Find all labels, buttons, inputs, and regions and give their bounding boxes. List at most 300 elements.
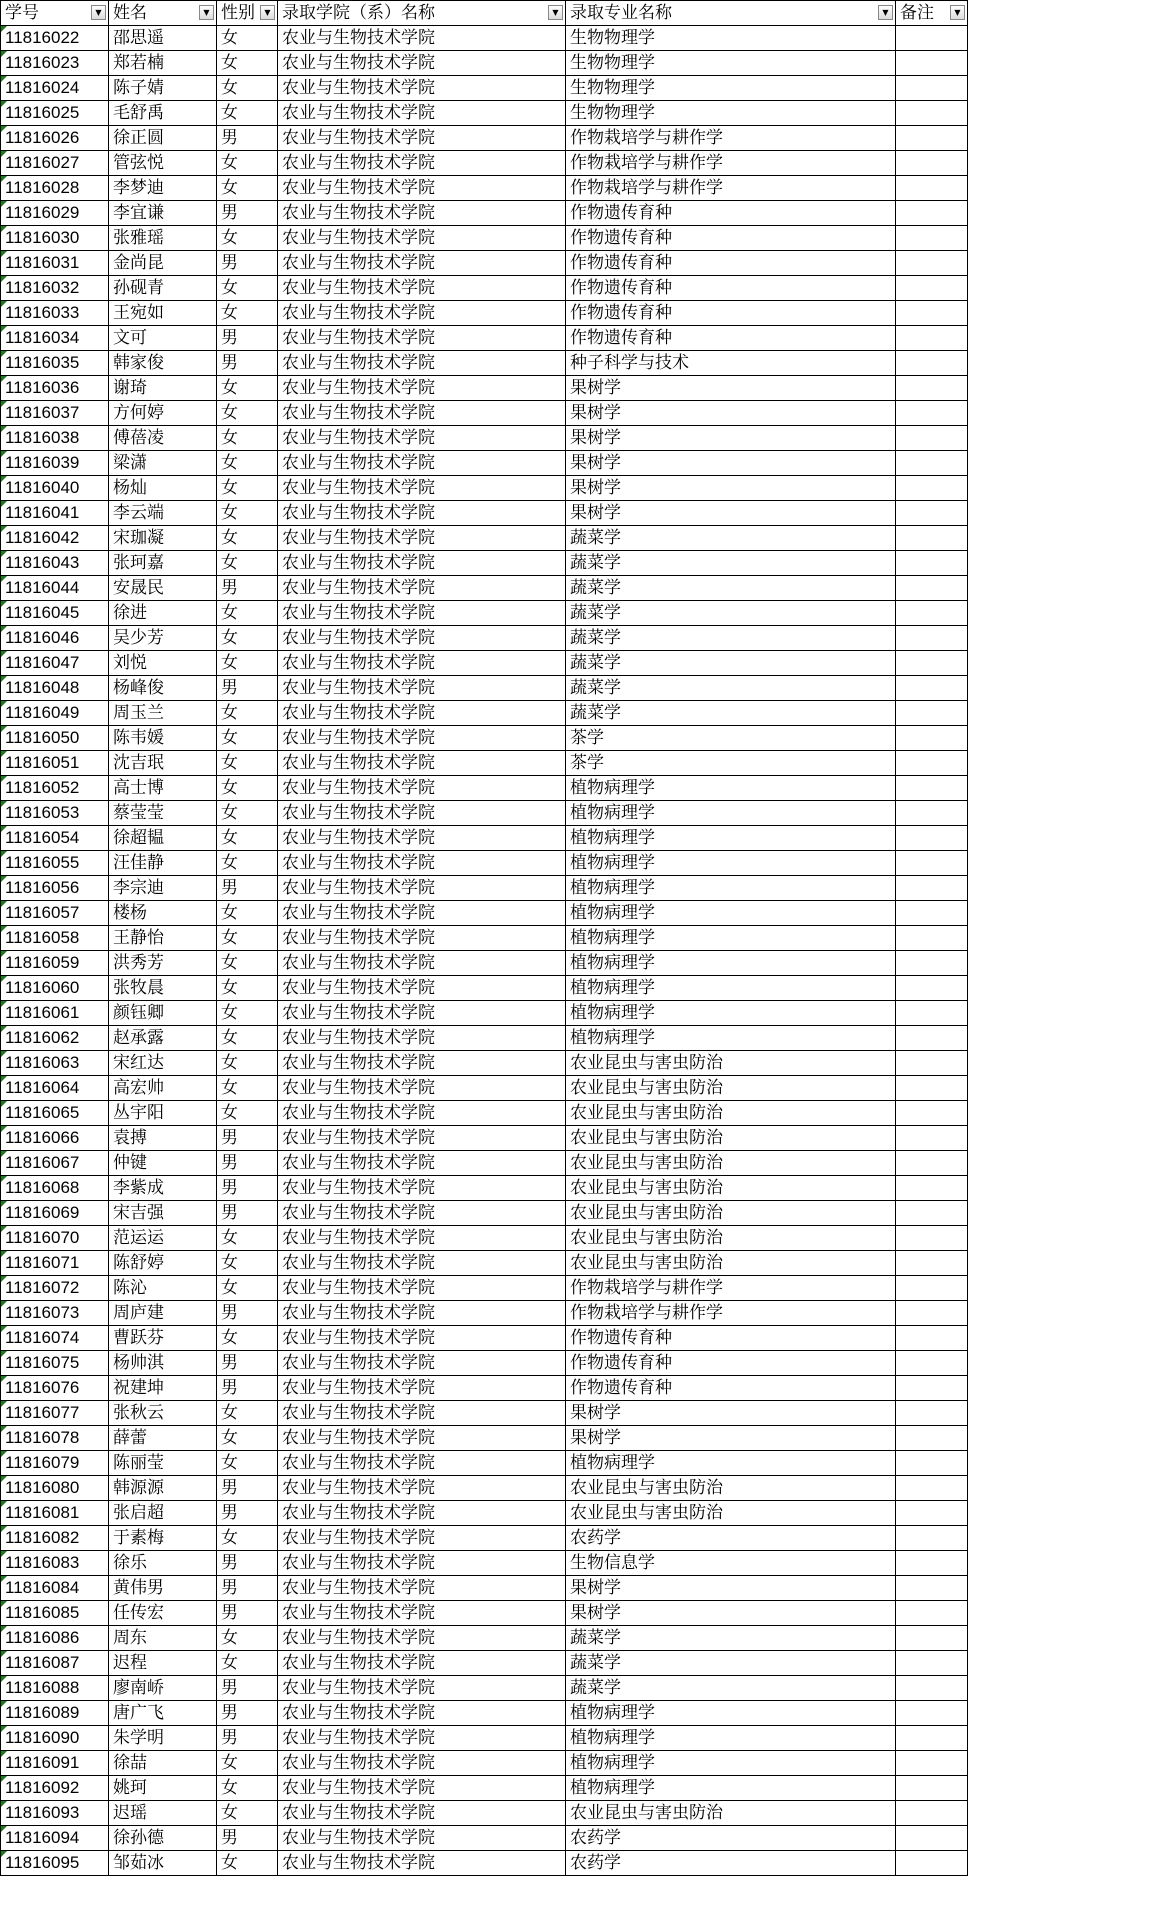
cell-remarks[interactable] — [896, 1151, 968, 1176]
cell-student-id[interactable]: 11816061 — [1, 1001, 109, 1026]
cell-major[interactable]: 植物病理学 — [566, 1726, 896, 1751]
cell-college[interactable]: 农业与生物技术学院 — [278, 1301, 566, 1326]
cell-college[interactable]: 农业与生物技术学院 — [278, 1251, 566, 1276]
cell-gender[interactable]: 男 — [217, 1701, 278, 1726]
cell-remarks[interactable] — [896, 476, 968, 501]
cell-major[interactable]: 生物物理学 — [566, 26, 896, 51]
cell-student-id[interactable]: 11816079 — [1, 1451, 109, 1476]
cell-name[interactable]: 丛宇阳 — [109, 1101, 217, 1126]
cell-gender[interactable]: 女 — [217, 176, 278, 201]
cell-gender[interactable]: 男 — [217, 1126, 278, 1151]
cell-name[interactable]: 朱学明 — [109, 1726, 217, 1751]
cell-major[interactable]: 蔬菜学 — [566, 576, 896, 601]
cell-remarks[interactable] — [896, 1026, 968, 1051]
cell-student-id[interactable]: 11816043 — [1, 551, 109, 576]
cell-name[interactable]: 张雅瑶 — [109, 226, 217, 251]
cell-college[interactable]: 农业与生物技术学院 — [278, 1426, 566, 1451]
cell-major[interactable]: 果树学 — [566, 376, 896, 401]
cell-gender[interactable]: 女 — [217, 1276, 278, 1301]
cell-major[interactable]: 植物病理学 — [566, 1751, 896, 1776]
cell-college[interactable]: 农业与生物技术学院 — [278, 1101, 566, 1126]
cell-remarks[interactable] — [896, 351, 968, 376]
cell-student-id[interactable]: 11816028 — [1, 176, 109, 201]
cell-name[interactable]: 徐孙德 — [109, 1826, 217, 1851]
cell-remarks[interactable] — [896, 1626, 968, 1651]
cell-major[interactable]: 生物物理学 — [566, 101, 896, 126]
cell-college[interactable]: 农业与生物技术学院 — [278, 1751, 566, 1776]
cell-remarks[interactable] — [896, 1126, 968, 1151]
cell-major[interactable]: 植物病理学 — [566, 776, 896, 801]
cell-student-id[interactable]: 11816057 — [1, 901, 109, 926]
cell-remarks[interactable] — [896, 1176, 968, 1201]
cell-college[interactable]: 农业与生物技术学院 — [278, 726, 566, 751]
cell-major[interactable]: 果树学 — [566, 1601, 896, 1626]
cell-remarks[interactable] — [896, 676, 968, 701]
cell-college[interactable]: 农业与生物技术学院 — [278, 1501, 566, 1526]
cell-college[interactable]: 农业与生物技术学院 — [278, 1551, 566, 1576]
cell-major[interactable]: 农药学 — [566, 1826, 896, 1851]
cell-gender[interactable]: 女 — [217, 76, 278, 101]
cell-remarks[interactable] — [896, 1726, 968, 1751]
cell-college[interactable]: 农业与生物技术学院 — [278, 476, 566, 501]
cell-remarks[interactable] — [896, 1351, 968, 1376]
cell-college[interactable]: 农业与生物技术学院 — [278, 351, 566, 376]
cell-remarks[interactable] — [896, 201, 968, 226]
cell-name[interactable]: 陈丽莹 — [109, 1451, 217, 1476]
cell-gender[interactable]: 男 — [217, 1576, 278, 1601]
cell-major[interactable]: 植物病理学 — [566, 1001, 896, 1026]
cell-gender[interactable]: 女 — [217, 426, 278, 451]
cell-name[interactable]: 陈韦媛 — [109, 726, 217, 751]
cell-gender[interactable]: 男 — [217, 201, 278, 226]
cell-name[interactable]: 颜钰卿 — [109, 1001, 217, 1026]
chevron-down-icon[interactable]: ▼ — [260, 5, 275, 20]
cell-remarks[interactable] — [896, 1576, 968, 1601]
cell-remarks[interactable] — [896, 151, 968, 176]
cell-name[interactable]: 邹茹冰 — [109, 1851, 217, 1876]
cell-student-id[interactable]: 11816049 — [1, 701, 109, 726]
cell-college[interactable]: 农业与生物技术学院 — [278, 151, 566, 176]
cell-student-id[interactable]: 11816067 — [1, 1151, 109, 1176]
cell-student-id[interactable]: 11816033 — [1, 301, 109, 326]
cell-student-id[interactable]: 11816047 — [1, 651, 109, 676]
cell-name[interactable]: 仲键 — [109, 1151, 217, 1176]
cell-student-id[interactable]: 11816089 — [1, 1701, 109, 1726]
cell-college[interactable]: 农业与生物技术学院 — [278, 376, 566, 401]
cell-remarks[interactable] — [896, 1276, 968, 1301]
cell-student-id[interactable]: 11816035 — [1, 351, 109, 376]
cell-remarks[interactable] — [896, 1001, 968, 1026]
cell-remarks[interactable] — [896, 1801, 968, 1826]
cell-college[interactable]: 农业与生物技术学院 — [278, 1126, 566, 1151]
cell-remarks[interactable] — [896, 776, 968, 801]
cell-student-id[interactable]: 11816031 — [1, 251, 109, 276]
cell-name[interactable]: 姚珂 — [109, 1776, 217, 1801]
cell-major[interactable]: 果树学 — [566, 1401, 896, 1426]
cell-major[interactable]: 蔬菜学 — [566, 551, 896, 576]
cell-college[interactable]: 农业与生物技术学院 — [278, 101, 566, 126]
cell-major[interactable]: 农业昆虫与害虫防治 — [566, 1101, 896, 1126]
cell-remarks[interactable] — [896, 1251, 968, 1276]
cell-gender[interactable]: 女 — [217, 626, 278, 651]
cell-student-id[interactable]: 11816040 — [1, 476, 109, 501]
cell-major[interactable]: 茶学 — [566, 726, 896, 751]
cell-remarks[interactable] — [896, 1776, 968, 1801]
cell-student-id[interactable]: 11816041 — [1, 501, 109, 526]
cell-major[interactable]: 植物病理学 — [566, 926, 896, 951]
cell-major[interactable]: 作物遗传育种 — [566, 276, 896, 301]
cell-gender[interactable]: 男 — [217, 676, 278, 701]
cell-name[interactable]: 李梦迪 — [109, 176, 217, 201]
cell-college[interactable]: 农业与生物技术学院 — [278, 251, 566, 276]
cell-gender[interactable]: 女 — [217, 601, 278, 626]
cell-name[interactable]: 管弦悦 — [109, 151, 217, 176]
cell-major[interactable]: 农业昆虫与害虫防治 — [566, 1126, 896, 1151]
cell-name[interactable]: 徐乐 — [109, 1551, 217, 1576]
cell-remarks[interactable] — [896, 276, 968, 301]
cell-college[interactable]: 农业与生物技术学院 — [278, 51, 566, 76]
cell-major[interactable]: 作物栽培学与耕作学 — [566, 151, 896, 176]
cell-student-id[interactable]: 11816075 — [1, 1351, 109, 1376]
cell-remarks[interactable] — [896, 1826, 968, 1851]
cell-college[interactable]: 农业与生物技术学院 — [278, 1476, 566, 1501]
cell-gender[interactable]: 男 — [217, 576, 278, 601]
cell-college[interactable]: 农业与生物技术学院 — [278, 276, 566, 301]
cell-remarks[interactable] — [896, 251, 968, 276]
cell-remarks[interactable] — [896, 751, 968, 776]
cell-college[interactable]: 农业与生物技术学院 — [278, 801, 566, 826]
cell-major[interactable]: 生物物理学 — [566, 51, 896, 76]
cell-name[interactable]: 李宗迪 — [109, 876, 217, 901]
cell-remarks[interactable] — [896, 1701, 968, 1726]
cell-gender[interactable]: 女 — [217, 1026, 278, 1051]
cell-name[interactable]: 徐超韫 — [109, 826, 217, 851]
cell-college[interactable]: 农业与生物技术学院 — [278, 1326, 566, 1351]
cell-gender[interactable]: 女 — [217, 1101, 278, 1126]
cell-student-id[interactable]: 11816065 — [1, 1101, 109, 1126]
cell-name[interactable]: 高士博 — [109, 776, 217, 801]
cell-name[interactable]: 迟程 — [109, 1651, 217, 1676]
cell-gender[interactable]: 女 — [217, 476, 278, 501]
cell-remarks[interactable] — [896, 1426, 968, 1451]
cell-gender[interactable]: 女 — [217, 751, 278, 776]
cell-major[interactable]: 蔬菜学 — [566, 701, 896, 726]
cell-major[interactable]: 农业昆虫与害虫防治 — [566, 1476, 896, 1501]
cell-student-id[interactable]: 11816077 — [1, 1401, 109, 1426]
cell-name[interactable]: 陈沁 — [109, 1276, 217, 1301]
cell-name[interactable]: 祝建坤 — [109, 1376, 217, 1401]
cell-remarks[interactable] — [896, 176, 968, 201]
cell-gender[interactable]: 男 — [217, 1151, 278, 1176]
cell-remarks[interactable] — [896, 1476, 968, 1501]
cell-college[interactable]: 农业与生物技术学院 — [278, 951, 566, 976]
cell-name[interactable]: 吴少芳 — [109, 626, 217, 651]
cell-college[interactable]: 农业与生物技术学院 — [278, 1176, 566, 1201]
cell-remarks[interactable] — [896, 101, 968, 126]
cell-student-id[interactable]: 11816051 — [1, 751, 109, 776]
cell-gender[interactable]: 女 — [217, 1776, 278, 1801]
cell-student-id[interactable]: 11816076 — [1, 1376, 109, 1401]
cell-major[interactable]: 植物病理学 — [566, 1451, 896, 1476]
cell-student-id[interactable]: 11816063 — [1, 1051, 109, 1076]
cell-gender[interactable]: 女 — [217, 226, 278, 251]
cell-student-id[interactable]: 11816070 — [1, 1226, 109, 1251]
cell-gender[interactable]: 女 — [217, 651, 278, 676]
cell-student-id[interactable]: 11816091 — [1, 1751, 109, 1776]
cell-college[interactable]: 农业与生物技术学院 — [278, 1351, 566, 1376]
cell-major[interactable]: 蔬菜学 — [566, 626, 896, 651]
cell-name[interactable]: 郑若楠 — [109, 51, 217, 76]
cell-major[interactable]: 农业昆虫与害虫防治 — [566, 1501, 896, 1526]
cell-gender[interactable]: 男 — [217, 1676, 278, 1701]
cell-major[interactable]: 果树学 — [566, 426, 896, 451]
cell-remarks[interactable] — [896, 951, 968, 976]
cell-college[interactable]: 农业与生物技术学院 — [278, 526, 566, 551]
cell-major[interactable]: 农业昆虫与害虫防治 — [566, 1226, 896, 1251]
cell-major[interactable]: 农业昆虫与害虫防治 — [566, 1076, 896, 1101]
cell-gender[interactable]: 女 — [217, 1751, 278, 1776]
cell-name[interactable]: 陈子婧 — [109, 76, 217, 101]
cell-college[interactable]: 农业与生物技术学院 — [278, 501, 566, 526]
cell-name[interactable]: 安晟民 — [109, 576, 217, 601]
cell-college[interactable]: 农业与生物技术学院 — [278, 76, 566, 101]
cell-student-id[interactable]: 11816093 — [1, 1801, 109, 1826]
cell-name[interactable]: 王静怡 — [109, 926, 217, 951]
cell-name[interactable]: 赵承露 — [109, 1026, 217, 1051]
cell-remarks[interactable] — [896, 1551, 968, 1576]
cell-name[interactable]: 汪佳静 — [109, 851, 217, 876]
cell-name[interactable]: 洪秀芳 — [109, 951, 217, 976]
cell-remarks[interactable] — [896, 1376, 968, 1401]
cell-student-id[interactable]: 11816053 — [1, 801, 109, 826]
cell-name[interactable]: 宋吉强 — [109, 1201, 217, 1226]
cell-remarks[interactable] — [896, 576, 968, 601]
cell-name[interactable]: 邵思遥 — [109, 26, 217, 51]
cell-student-id[interactable]: 11816054 — [1, 826, 109, 851]
cell-name[interactable]: 李云端 — [109, 501, 217, 526]
cell-name[interactable]: 杨帅淇 — [109, 1351, 217, 1376]
cell-student-id[interactable]: 11816059 — [1, 951, 109, 976]
cell-remarks[interactable] — [896, 876, 968, 901]
cell-major[interactable]: 农业昆虫与害虫防治 — [566, 1251, 896, 1276]
cell-college[interactable]: 农业与生物技术学院 — [278, 1076, 566, 1101]
cell-remarks[interactable] — [896, 376, 968, 401]
cell-college[interactable]: 农业与生物技术学院 — [278, 776, 566, 801]
cell-college[interactable]: 农业与生物技术学院 — [278, 1276, 566, 1301]
cell-major[interactable]: 作物遗传育种 — [566, 326, 896, 351]
cell-college[interactable]: 农业与生物技术学院 — [278, 926, 566, 951]
cell-major[interactable]: 农业昆虫与害虫防治 — [566, 1051, 896, 1076]
cell-student-id[interactable]: 11816037 — [1, 401, 109, 426]
cell-college[interactable]: 农业与生物技术学院 — [278, 1051, 566, 1076]
cell-gender[interactable]: 女 — [217, 1326, 278, 1351]
cell-gender[interactable]: 男 — [217, 1376, 278, 1401]
cell-remarks[interactable] — [896, 426, 968, 451]
cell-student-id[interactable]: 11816023 — [1, 51, 109, 76]
cell-remarks[interactable] — [896, 226, 968, 251]
cell-major[interactable]: 植物病理学 — [566, 976, 896, 1001]
cell-college[interactable]: 农业与生物技术学院 — [278, 1401, 566, 1426]
cell-remarks[interactable] — [896, 326, 968, 351]
cell-student-id[interactable]: 11816029 — [1, 201, 109, 226]
cell-gender[interactable]: 女 — [217, 801, 278, 826]
cell-remarks[interactable] — [896, 1501, 968, 1526]
cell-college[interactable]: 农业与生物技术学院 — [278, 1201, 566, 1226]
cell-major[interactable]: 作物遗传育种 — [566, 251, 896, 276]
cell-college[interactable]: 农业与生物技术学院 — [278, 301, 566, 326]
cell-gender[interactable]: 女 — [217, 926, 278, 951]
cell-name[interactable]: 李紫成 — [109, 1176, 217, 1201]
cell-gender[interactable]: 男 — [217, 326, 278, 351]
cell-remarks[interactable] — [896, 1201, 968, 1226]
cell-gender[interactable]: 女 — [217, 726, 278, 751]
cell-remarks[interactable] — [896, 551, 968, 576]
cell-gender[interactable]: 男 — [217, 1201, 278, 1226]
cell-gender[interactable]: 男 — [217, 351, 278, 376]
cell-college[interactable]: 农业与生物技术学院 — [278, 1576, 566, 1601]
cell-student-id[interactable]: 11816062 — [1, 1026, 109, 1051]
cell-name[interactable]: 黄伟男 — [109, 1576, 217, 1601]
cell-gender[interactable]: 男 — [217, 126, 278, 151]
cell-major[interactable]: 植物病理学 — [566, 826, 896, 851]
cell-gender[interactable]: 女 — [217, 1851, 278, 1876]
cell-remarks[interactable] — [896, 801, 968, 826]
cell-remarks[interactable] — [896, 1101, 968, 1126]
cell-college[interactable]: 农业与生物技术学院 — [278, 1226, 566, 1251]
cell-gender[interactable]: 女 — [217, 101, 278, 126]
cell-name[interactable]: 沈吉珉 — [109, 751, 217, 776]
cell-major[interactable]: 农业昆虫与害虫防治 — [566, 1176, 896, 1201]
cell-name[interactable]: 刘悦 — [109, 651, 217, 676]
cell-remarks[interactable] — [896, 1751, 968, 1776]
cell-name[interactable]: 蔡莹莹 — [109, 801, 217, 826]
cell-remarks[interactable] — [896, 1651, 968, 1676]
cell-gender[interactable]: 女 — [217, 26, 278, 51]
cell-student-id[interactable]: 11816080 — [1, 1476, 109, 1501]
cell-name[interactable]: 周庐建 — [109, 1301, 217, 1326]
cell-gender[interactable]: 女 — [217, 976, 278, 1001]
cell-major[interactable]: 蔬菜学 — [566, 1676, 896, 1701]
cell-gender[interactable]: 女 — [217, 551, 278, 576]
cell-name[interactable]: 孙砚青 — [109, 276, 217, 301]
cell-major[interactable]: 植物病理学 — [566, 1026, 896, 1051]
cell-gender[interactable]: 女 — [217, 951, 278, 976]
cell-gender[interactable]: 女 — [217, 501, 278, 526]
cell-major[interactable]: 作物栽培学与耕作学 — [566, 126, 896, 151]
cell-name[interactable]: 李宜谦 — [109, 201, 217, 226]
cell-college[interactable]: 农业与生物技术学院 — [278, 1151, 566, 1176]
cell-gender[interactable]: 女 — [217, 1251, 278, 1276]
cell-major[interactable]: 农药学 — [566, 1526, 896, 1551]
cell-college[interactable]: 农业与生物技术学院 — [278, 651, 566, 676]
cell-gender[interactable]: 男 — [217, 1551, 278, 1576]
cell-gender[interactable]: 男 — [217, 1726, 278, 1751]
cell-student-id[interactable]: 11816048 — [1, 676, 109, 701]
cell-student-id[interactable]: 11816094 — [1, 1826, 109, 1851]
cell-major[interactable]: 种子科学与技术 — [566, 351, 896, 376]
cell-remarks[interactable] — [896, 626, 968, 651]
cell-name[interactable]: 张启超 — [109, 1501, 217, 1526]
cell-remarks[interactable] — [896, 1051, 968, 1076]
cell-student-id[interactable]: 11816045 — [1, 601, 109, 626]
cell-gender[interactable]: 女 — [217, 1526, 278, 1551]
cell-student-id[interactable]: 11816083 — [1, 1551, 109, 1576]
cell-remarks[interactable] — [896, 401, 968, 426]
cell-student-id[interactable]: 11816068 — [1, 1176, 109, 1201]
cell-student-id[interactable]: 11816024 — [1, 76, 109, 101]
cell-gender[interactable]: 女 — [217, 376, 278, 401]
cell-name[interactable]: 韩源源 — [109, 1476, 217, 1501]
cell-name[interactable]: 方何婷 — [109, 401, 217, 426]
cell-remarks[interactable] — [896, 651, 968, 676]
cell-major[interactable]: 生物信息学 — [566, 1551, 896, 1576]
cell-remarks[interactable] — [896, 51, 968, 76]
cell-remarks[interactable] — [896, 1601, 968, 1626]
cell-major[interactable]: 果树学 — [566, 1576, 896, 1601]
cell-gender[interactable]: 男 — [217, 1351, 278, 1376]
cell-remarks[interactable] — [896, 1526, 968, 1551]
cell-college[interactable]: 农业与生物技术学院 — [278, 451, 566, 476]
cell-major[interactable]: 蔬菜学 — [566, 526, 896, 551]
cell-college[interactable]: 农业与生物技术学院 — [278, 901, 566, 926]
cell-major[interactable]: 蔬菜学 — [566, 676, 896, 701]
cell-student-id[interactable]: 11816058 — [1, 926, 109, 951]
cell-remarks[interactable] — [896, 1676, 968, 1701]
cell-major[interactable]: 作物栽培学与耕作学 — [566, 1276, 896, 1301]
cell-name[interactable]: 廖南峤 — [109, 1676, 217, 1701]
cell-name[interactable]: 王宛如 — [109, 301, 217, 326]
cell-major[interactable]: 果树学 — [566, 451, 896, 476]
cell-remarks[interactable] — [896, 126, 968, 151]
cell-student-id[interactable]: 11816025 — [1, 101, 109, 126]
cell-remarks[interactable] — [896, 901, 968, 926]
chevron-down-icon[interactable]: ▼ — [950, 5, 965, 20]
cell-college[interactable]: 农业与生物技术学院 — [278, 1001, 566, 1026]
cell-name[interactable]: 徐正圆 — [109, 126, 217, 151]
cell-major[interactable]: 蔬菜学 — [566, 1651, 896, 1676]
cell-college[interactable]: 农业与生物技术学院 — [278, 751, 566, 776]
cell-student-id[interactable]: 11816034 — [1, 326, 109, 351]
cell-remarks[interactable] — [896, 826, 968, 851]
cell-college[interactable]: 农业与生物技术学院 — [278, 601, 566, 626]
cell-major[interactable]: 作物遗传育种 — [566, 1351, 896, 1376]
chevron-down-icon[interactable]: ▼ — [91, 5, 106, 20]
cell-gender[interactable]: 女 — [217, 301, 278, 326]
cell-major[interactable]: 农业昆虫与害虫防治 — [566, 1801, 896, 1826]
cell-student-id[interactable]: 11816073 — [1, 1301, 109, 1326]
cell-major[interactable]: 植物病理学 — [566, 1776, 896, 1801]
cell-college[interactable]: 农业与生物技术学院 — [278, 326, 566, 351]
cell-major[interactable]: 植物病理学 — [566, 951, 896, 976]
cell-gender[interactable]: 男 — [217, 1826, 278, 1851]
cell-remarks[interactable] — [896, 726, 968, 751]
cell-remarks[interactable] — [896, 501, 968, 526]
cell-college[interactable]: 农业与生物技术学院 — [278, 826, 566, 851]
cell-student-id[interactable]: 11816082 — [1, 1526, 109, 1551]
cell-major[interactable]: 生物物理学 — [566, 76, 896, 101]
cell-remarks[interactable] — [896, 701, 968, 726]
cell-gender[interactable]: 女 — [217, 826, 278, 851]
cell-gender[interactable]: 女 — [217, 851, 278, 876]
cell-remarks[interactable] — [896, 451, 968, 476]
cell-remarks[interactable] — [896, 976, 968, 1001]
cell-gender[interactable]: 男 — [217, 1176, 278, 1201]
cell-name[interactable]: 徐进 — [109, 601, 217, 626]
cell-gender[interactable]: 男 — [217, 1601, 278, 1626]
cell-gender[interactable]: 女 — [217, 1401, 278, 1426]
cell-name[interactable]: 杨灿 — [109, 476, 217, 501]
cell-name[interactable]: 宋珈凝 — [109, 526, 217, 551]
